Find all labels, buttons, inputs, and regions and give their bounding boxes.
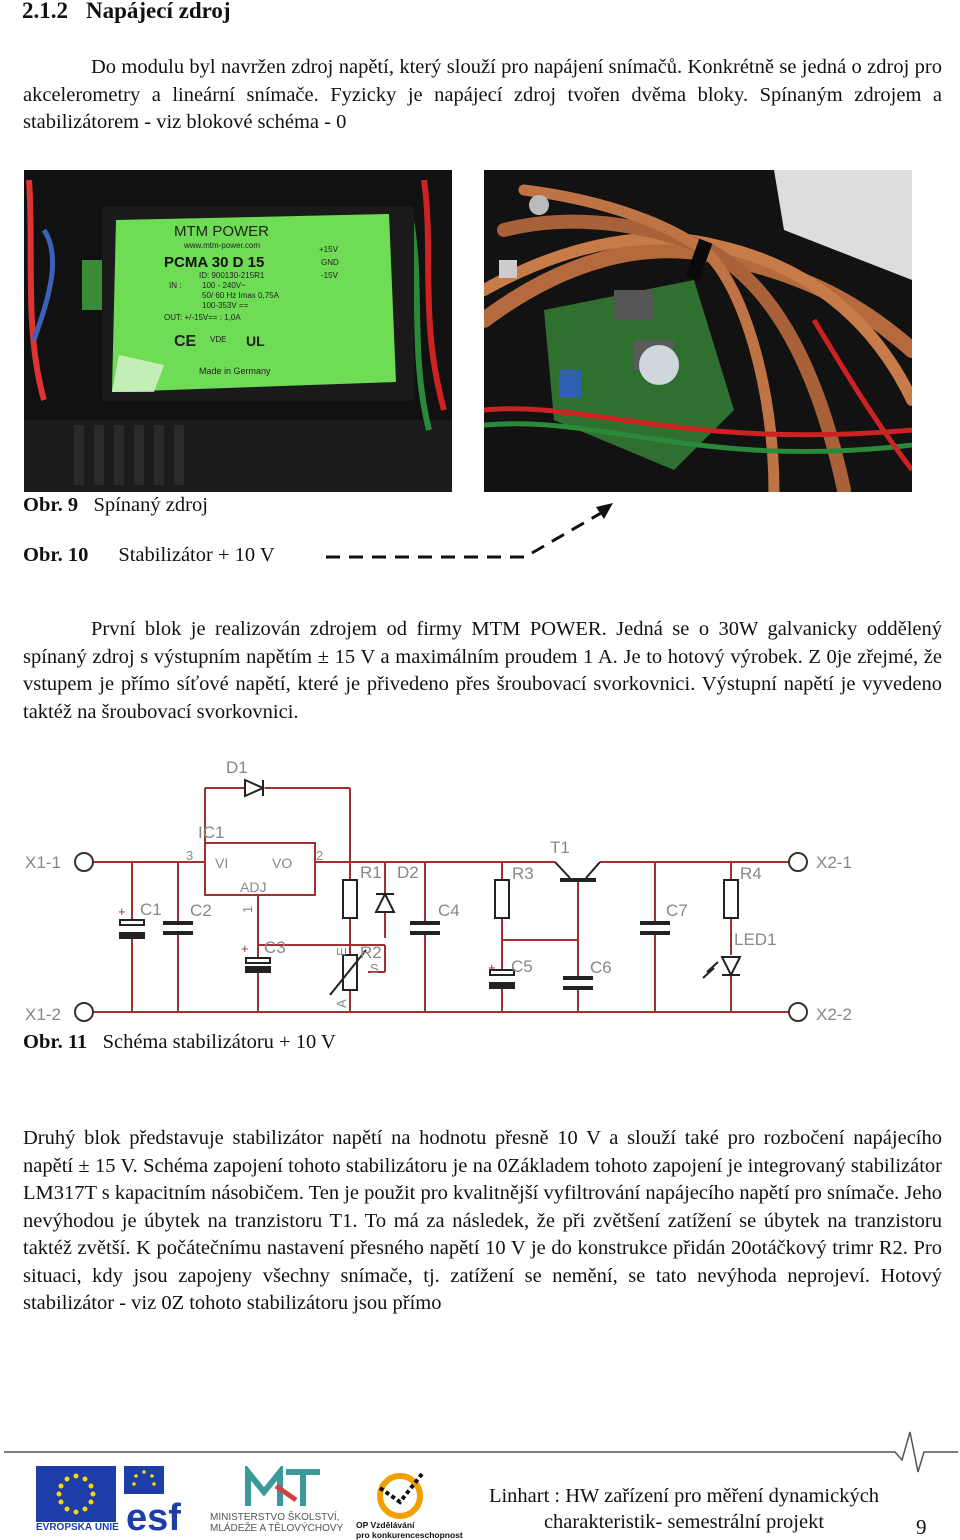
label-x2-1: X2-1 (816, 853, 852, 872)
photo-label-model: PCMA 30 D 15 (164, 254, 265, 271)
label-d1: D1 (226, 758, 248, 777)
footer-title (462, 1483, 906, 1535)
label-ic1: IC1 (198, 823, 225, 842)
op-label-line2: pro konkurenceschopnost (356, 1530, 463, 1540)
photo-label-vde: VDE (210, 335, 227, 344)
paragraph-second-block-text: Druhý blok představuje stabilizátor napětí na hodnotu přesně 10 V a slouží také pro rozbočení napájecího napětí ± 15 V. Schéma zapojení tohoto stabilizátoru je na 0Základem tohoto zapojení je integrovaný stabilizátor LM317T s kapacitním násobičem. Ten je použit pro kvalitnější vyfiltrování napájecího napětí pro snímače. Jeho nevýhodou je úbytek na tranzistoru T1. To má za následek, že při zvětšení zatížení se úbytek na tranzistoru taktéž zvětší. K počátečnímu nastavení přesného napětí 10 V je do konstrukce přidán 20otáčkový trimr R2. Pro situaci, kdy jsou zapojeny všechny snímače, tj. zatížení se nemění, se tato nevýhoda neprojeví. Hotový stabilizátor - viz 0Z tohoto stabilizátoru jsou přímo (23, 1127, 942, 1314)
paragraph-second-block (23, 1125, 942, 1318)
label-c5: C5 (511, 957, 533, 976)
paragraph-first-block (23, 616, 942, 726)
photo-label-in1: 100 - 240V~ (202, 281, 246, 290)
section-heading (22, 0, 231, 24)
caption-fig11 (23, 1031, 336, 1054)
photo-stabilizer-svg (484, 170, 912, 492)
label-r1: R1 (360, 863, 382, 882)
caption-fig10-label: Obr. 10 (23, 544, 89, 566)
photo-label-made: Made in Germany (199, 366, 271, 376)
label-led1: LED1 (734, 930, 777, 949)
msmt-logo (244, 1466, 324, 1510)
label-plus-c3: + (241, 941, 249, 956)
section-title: Napájecí zdroj (86, 0, 231, 23)
op-label (356, 1520, 463, 1540)
footer-line1: Linhart : HW zařízení pro měření dynamických (488, 1485, 880, 1507)
page-number: 9 (916, 1515, 927, 1539)
label-plus-c1: + (118, 904, 126, 919)
label-vi: VI (215, 855, 229, 871)
label-x1-2: X1-2 (25, 1005, 61, 1024)
caption-fig10-text: Stabilizátor + 10 V (118, 544, 275, 566)
photo-label-pin2: GND (321, 258, 339, 267)
paragraph-first-block-text: První blok je realizován zdrojem od firmy MTM POWER. Jedná se o 30W galvanicky oddělený spínaný zdroj s výstupním napětím ± 15 V a maximálním proudem 1 A. Je to hotový výrobek. Z 0je zřejmé, že vstupem je přímo síťové napětí, které je přivedeno přes šroubovací svorkovnici. Výstupní napětí je vyvedeno taktéž na šroubovací svorkovnici. (23, 618, 942, 723)
dashed-arrow (320, 495, 620, 565)
esf-logo (124, 1466, 204, 1532)
label-r3: R3 (512, 864, 534, 883)
op-icon (372, 1468, 428, 1520)
photo-label-out: OUT: +/-15V== : 1,0A (164, 313, 241, 322)
label-r2: R2 (360, 943, 382, 962)
photo-label-url: www.mtm-power.com (184, 241, 261, 250)
msmt-label (210, 1512, 343, 1534)
label-vo: VO (272, 855, 293, 871)
label-pin2: 2 (316, 848, 324, 863)
label-pin1: 1 (240, 905, 255, 913)
footer-line2: charakteristik- semestrální projekt (543, 1511, 825, 1533)
photo-label-in: IN : (169, 281, 182, 290)
esf-icon (124, 1466, 204, 1532)
label-pin3: 3 (186, 848, 194, 863)
caption-fig11-text: Schéma stabilizátoru + 10 V (102, 1031, 336, 1053)
paragraph-intro (23, 54, 942, 137)
photo-label-in3: 100-353V == (202, 301, 249, 310)
eu-label: EVROPSKÁ UNIE (36, 1522, 119, 1533)
schematic-diagram (0, 750, 960, 1030)
label-c4: C4 (438, 901, 460, 920)
photo-switching-supply-svg (24, 170, 452, 492)
label-c7: C7 (666, 901, 688, 920)
label-r2-e: E (334, 947, 349, 956)
op-logo (372, 1468, 428, 1520)
photo-switching-supply (24, 170, 452, 492)
caption-fig9 (23, 494, 208, 517)
label-c2: C2 (190, 901, 212, 920)
label-r2-a: A (334, 999, 349, 1008)
label-r2-s: S (370, 961, 379, 976)
caption-fig9-text: Spínaný zdroj (93, 494, 208, 516)
photo-label-ul: UL (246, 333, 265, 349)
eu-stars-icon (36, 1466, 116, 1522)
photo-label-id: ID: 900130-215R1 (199, 271, 265, 280)
caption-fig11-label: Obr. 11 (23, 1031, 88, 1053)
caption-fig10 (23, 544, 275, 567)
label-plus-c5: + (488, 960, 496, 975)
label-x1-1: X1-1 (25, 853, 61, 872)
photo-label-ce: CE (174, 333, 197, 350)
label-c1: C1 (140, 900, 162, 919)
label-x2-2: X2-2 (816, 1005, 852, 1024)
label-d2: D2 (397, 863, 419, 882)
msmt-label-line2: MLÁDEŽE A TĚLOVÝCHOVY (210, 1523, 344, 1534)
msmt-label-line1: MINISTERSTVO ŠKOLSTVÍ, (210, 1512, 340, 1523)
label-adj: ADJ (240, 879, 267, 895)
section-number: 2.1.2 (22, 0, 68, 23)
label-r4: R4 (740, 864, 762, 883)
msmt-icon (244, 1466, 324, 1510)
photo-label-in2: 50/ 60 Hz Imax 0,75A (202, 291, 279, 300)
label-c3: C3 (264, 938, 286, 957)
label-c6: C6 (590, 958, 612, 977)
eu-flag-logo (36, 1466, 116, 1522)
label-t1: T1 (550, 838, 570, 857)
photo-label-pin1: +15V (319, 245, 338, 254)
photo-label-brand: MTM POWER (174, 223, 269, 240)
caption-fig9-label: Obr. 9 (23, 494, 79, 516)
paragraph-intro-text: Do modulu byl navržen zdroj napětí, který slouží pro napájení snímačů. Konkrétně se jedná o zdroj pro akcelerometry a lineární snímače. Fyzicky je napájecí zdroj tvořen dvěma bloky. Spínaným zdrojem a stabilizátorem - viz blokové schéma - 0 (23, 56, 942, 133)
photo-stabilizer (484, 170, 912, 492)
op-label-line1: OP Vzdělávání (356, 1520, 415, 1530)
esf-text: esf (126, 1497, 181, 1532)
photo-label-pin3: -15V (321, 271, 338, 280)
